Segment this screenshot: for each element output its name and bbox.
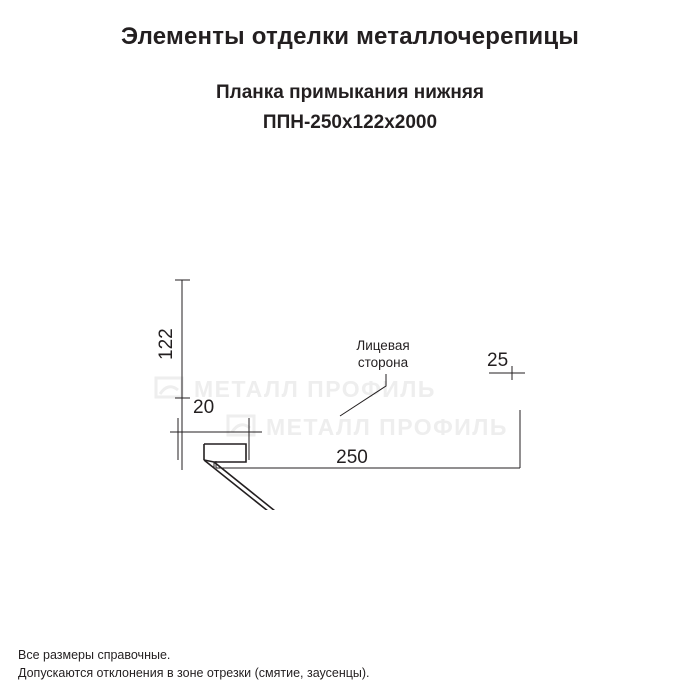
page-title: Элементы отделки металлочерепицы xyxy=(120,23,580,50)
watermark-text-2: МЕТАЛЛ ПРОФИЛЬ xyxy=(194,376,436,402)
technical-drawing xyxy=(0,170,700,510)
watermark-text: МЕТАЛЛ ПРОФИЛЬ xyxy=(266,414,508,440)
footnotes xyxy=(18,646,370,682)
product-name: Планка примыкания нижняя xyxy=(215,82,485,103)
footnote-line-1: Все размеры справочные. xyxy=(18,648,171,662)
product-code: ППН-250х122х2000 xyxy=(262,112,438,133)
header xyxy=(0,22,700,136)
dimension-bottom-label: 250 xyxy=(336,447,368,468)
dimension-top xyxy=(170,418,262,460)
dimension-top-label: 20 xyxy=(193,397,215,418)
footnote-line-2: Допускаются отклонения в зоне отрезки (смятие, заусенцы). xyxy=(18,666,370,680)
face-side-label-line1: Лицевая xyxy=(356,338,410,353)
face-side-label-line2: сторона xyxy=(357,355,409,370)
drawing-svg xyxy=(0,170,700,510)
watermark-top xyxy=(228,414,508,440)
dimension-left-label: 122 xyxy=(156,328,177,360)
dimension-left xyxy=(175,280,190,470)
dimension-right-label: 25 xyxy=(487,350,509,371)
